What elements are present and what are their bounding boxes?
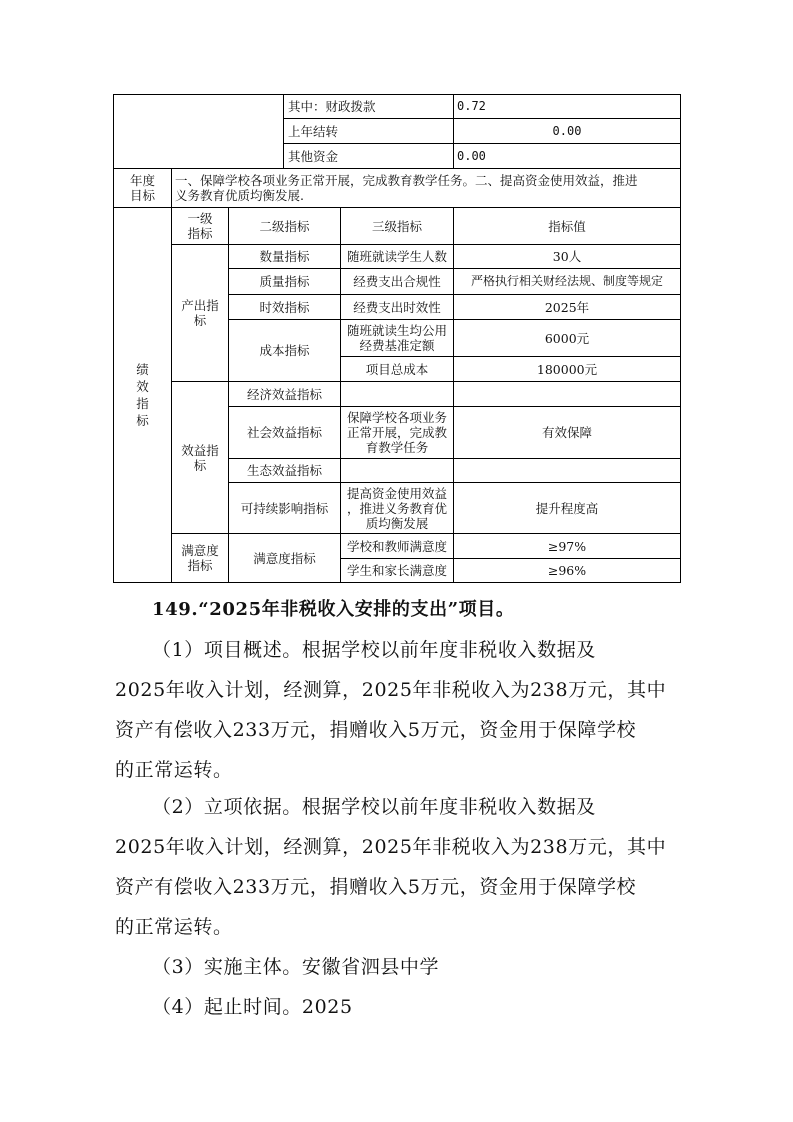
qty-level2: 数量指标 (259, 249, 310, 264)
sust-level3-line: ，推进义务教育优 (346, 500, 447, 516)
annual-goal-text (175, 170, 679, 206)
header-level1-line: 指标 (187, 226, 213, 241)
annual-goal-label-line: 目标 (129, 188, 155, 203)
sat1-value: ≥97% (547, 538, 587, 554)
social-level3-line: 保障学校各项业务 (346, 410, 447, 425)
perf-label-char: 标 (136, 413, 149, 428)
eco-level2: 生态效益指标 (246, 463, 322, 478)
perf-label (114, 208, 171, 582)
paragraph-line: 2025年收入计划，经测算，2025年非税收入为238万元，其中 (115, 679, 667, 701)
social-value: 有效保障 (541, 425, 592, 440)
satisfaction-label-line: 指标 (187, 558, 213, 573)
sat2-level3: 学生和家长满意度 (346, 563, 447, 578)
paragraph-line: 的正常运转。 (115, 759, 233, 781)
table-line (283, 94, 284, 168)
social-level2: 社会效益指标 (246, 425, 322, 440)
sat2-value: ≥96% (547, 563, 587, 578)
satisfaction-label (172, 534, 228, 582)
header-level2: 二级指标 (259, 218, 310, 234)
table-line (113, 168, 681, 169)
header-level3: 三级指标 (371, 218, 422, 234)
cost1-value: 6000元 (544, 330, 590, 346)
social-level3 (341, 407, 453, 458)
output-label (172, 245, 228, 381)
paragraph-line: 的正常运转。 (115, 916, 233, 938)
sat1-level3: 学校和教师满意度 (346, 538, 447, 554)
header-level1-line: 一级 (187, 211, 213, 226)
annual-goal-label (114, 169, 171, 207)
cost1-level3-line: 随班就读生均公用 (346, 323, 447, 338)
qual-level2: 质量指标 (259, 274, 310, 289)
paragraph-line: （4）起止时间。2025 (152, 996, 353, 1018)
header-value: 指标值 (548, 218, 586, 234)
table-border (113, 582, 681, 583)
output-label-line: 产出指 (181, 298, 219, 313)
satisfaction-label-line: 满意度 (181, 543, 219, 558)
header-level1 (172, 208, 228, 244)
funding-value: 0.00 (457, 148, 486, 163)
cost-level2: 成本指标 (259, 343, 310, 358)
paragraph-line: （3）实施主体。安徽省泗县中学 (152, 956, 440, 978)
perf-label-char: 效 (136, 379, 149, 394)
annual-goal-line: 义务教育优质均衡发展. (175, 188, 304, 203)
paragraph-line: 资产有偿收入233万元，捐赠收入5万元，资金用于保障学校 (115, 719, 637, 741)
funding-label: 上年结转 (288, 123, 339, 139)
paragraph-line: 资产有偿收入233万元，捐赠收入5万元，资金用于保障学校 (115, 876, 637, 898)
paragraph-line: （1）项目概述。根据学校以前年度非税收入数据及 (152, 639, 596, 661)
econ-level2: 经济效益指标 (246, 386, 322, 402)
output-label-line: 标 (193, 313, 207, 328)
funding-label: 其中：财政拨款 (288, 99, 376, 114)
benefit-label-line: 标 (193, 457, 207, 473)
annual-goal-line: 一、保障学校各项业务正常开展，完成教育教学任务。二、提高资金使用效益，推进 (175, 173, 638, 188)
qty-value: 30人 (552, 249, 582, 264)
cost2-level3: 项目总成本 (365, 361, 429, 377)
funding-value: 0.72 (457, 99, 486, 113)
funding-label: 其他资金 (288, 148, 339, 164)
sust-level3-line: 质均衡发展 (365, 515, 429, 531)
qty-level3: 随班就读学生人数 (346, 249, 447, 264)
sust-level3-line: 提高资金使用效益 (346, 485, 447, 501)
paragraph-line: （2）立项依据。根据学校以前年度非税收入数据及 (152, 796, 596, 818)
sust-value: 提升程度高 (535, 500, 599, 516)
project-heading: 149.“2025年非税收入安排的支出”项目。 (152, 599, 515, 620)
social-level3-line: 育教学任务 (365, 440, 429, 455)
qual-value: 严格执行相关财经法规、制度等规定 (470, 274, 663, 288)
social-level3-line: 正常开展，完成教 (346, 425, 447, 440)
sust-level3 (341, 483, 453, 533)
cost2-value: 180000元 (536, 361, 598, 377)
qual-level3: 经费支出合规性 (353, 274, 441, 289)
cost1-level3 (341, 320, 453, 356)
time-value: 2025年 (544, 299, 590, 315)
annual-goal-label-line: 年度 (129, 173, 155, 188)
funding-value: 0.00 (552, 123, 582, 138)
time-level2: 时效指标 (259, 299, 310, 315)
perf-label-char: 指 (136, 396, 149, 411)
sat-level2: 满意度指标 (253, 550, 316, 566)
perf-label-char: 绩 (136, 362, 149, 377)
benefit-label-line: 效益指 (181, 442, 219, 458)
cost1-level3-line: 经费基准定额 (359, 338, 435, 353)
sust-level2: 可持续影响指标 (240, 500, 329, 516)
paragraph-line: 2025年收入计划，经测算，2025年非税收入为238万元，其中 (115, 836, 667, 858)
benefit-label (172, 382, 228, 533)
time-level3: 经费支出时效性 (353, 299, 441, 315)
